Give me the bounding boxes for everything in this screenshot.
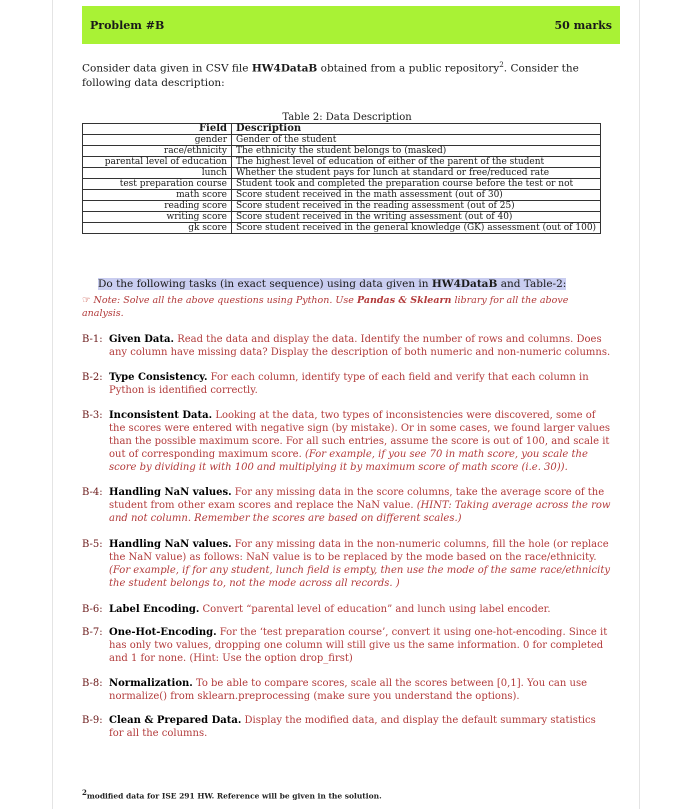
description-cell: The ethnicity the student belongs to (masked) — [236, 146, 447, 156]
task-label: B-1: — [82, 334, 103, 345]
task-title: One-Hot-Encoding. — [109, 627, 217, 638]
field-cell: test preparation course — [83, 179, 232, 190]
task-item-1 — [82, 333, 612, 359]
field-cell: math score — [83, 190, 232, 201]
description-cell: Score student received in the writing assessment (out of 40) — [236, 212, 513, 222]
task-label: B-2: — [82, 372, 103, 383]
task-title: Handling NaN values. — [109, 539, 232, 550]
task-item-8 — [82, 677, 612, 703]
python-note: ☞ Note: Solve all the above questions using Python. Use Pandas & Sklearn library for all the above analysis. — [82, 295, 569, 319]
description-cell: Score student received in the math assessment (out of 30) — [236, 190, 503, 200]
table-row — [83, 157, 601, 168]
task-item-5 — [82, 538, 612, 590]
task-label: B-8: — [82, 678, 103, 689]
table-row — [83, 190, 601, 201]
task-text: Read the data and display the data. Identify the number of rows and columns. Does any column have missing data? Display the description of both numeric and non-numeric columns. — [109, 334, 611, 358]
problem-title: Problem #B — [90, 18, 165, 32]
task-body — [109, 677, 612, 703]
description-cell: Score student received in the general knowledge (GK) assessment (out of 100) — [236, 223, 597, 233]
task-body — [109, 626, 612, 665]
intro-text-1: Consider data given in CSV file — [82, 62, 249, 75]
note-libraries: Pandas & Sklearn — [356, 295, 452, 306]
intro-text-3: . Consider the following data description: — [82, 62, 579, 89]
data-description-table — [82, 123, 601, 234]
task-body — [109, 538, 612, 590]
task-hint: (For example, if for any student, lunch field is empty, then use the mode of the same race/ethnicity the student belongs to, not the mode across all records. ) — [109, 565, 611, 589]
task-text: To be able to compare scores, scale all the scores between [0,1]. You can use normalize() from sklearn.preprocessing (make sure you understand the options). — [109, 678, 587, 702]
task-item-7 — [82, 626, 612, 665]
task-body — [109, 714, 612, 740]
footnote-mark: 2 — [499, 61, 504, 69]
task-label: B-6: — [82, 604, 103, 615]
tasks-highlight: Do the following tasks (in exact sequence) using data given in HW4DataB and Table-2: — [98, 278, 567, 290]
task-body — [109, 603, 612, 616]
description-cell: Student took and completed the preparation course before the test or not — [236, 179, 574, 189]
description-cell: Gender of the student — [236, 135, 337, 145]
footnote: $^2$modified data for ISE 291 HW. Reference will be given in the solution. — [82, 788, 382, 801]
header-field: Field — [83, 124, 232, 135]
table-row — [83, 135, 601, 146]
table-row — [83, 201, 601, 212]
task-label: B-3: — [82, 410, 103, 421]
task-text: Looking at the data, two types of inconsistencies were discovered, some of the scores were entered with negative sign (by mistake). Or in some cases, we found larger values than the possible maximum score. For all such entries, assume the score is out of 100, and scale it out of corresponding maximum score. — [109, 410, 611, 460]
table-row — [83, 168, 601, 179]
intro-text-2: obtained from a public repository — [320, 62, 500, 75]
intro-file-name: HW4DataB — [251, 62, 318, 75]
task-item-4 — [82, 486, 612, 525]
task-hint: (HINT: Taking average across the row and not column. Remember the scores are based on different scales.) — [109, 500, 611, 524]
task-title: Clean & Prepared Data. — [109, 715, 242, 726]
task-item-6 — [82, 603, 612, 616]
task-text: For any missing data in the non-numeric columns, fill the hole (or replace the NaN value) as follows: NaN value is to be replaced by the mode based on the race/ethnicity. — [109, 539, 609, 563]
field-cell: race/ethnicity — [83, 146, 232, 157]
table-row — [83, 212, 601, 223]
task-text: For any missing data in the score columns, take the average score of the student from other exam scores and replace the NaN value. — [109, 487, 605, 511]
task-item-2 — [82, 371, 612, 397]
table-row — [83, 146, 601, 157]
task-label: B-4: — [82, 487, 103, 498]
header-description: Description — [236, 123, 302, 134]
problem-marks: 50 marks — [554, 18, 612, 32]
field-cell: gender — [83, 135, 232, 146]
task-item-3 — [82, 409, 612, 474]
task-hint: (For example, if you see 70 in math score, you scale the score by dividing it with 100 and multiplying it by maximum score of math score (i.e. 30)). — [109, 449, 588, 473]
task-title: Type Consistency. — [109, 372, 208, 383]
description-cell: Score student received in the reading assessment (out of 25) — [236, 201, 515, 211]
task-title: Inconsistent Data. — [109, 410, 213, 421]
intro-paragraph — [82, 58, 620, 90]
field-cell: parental level of education — [83, 157, 232, 168]
task-body — [109, 333, 612, 359]
field-cell: lunch — [83, 168, 232, 179]
task-label: B-9: — [82, 715, 103, 726]
problem-banner — [82, 6, 620, 44]
task-text: For each column, identify type of each field and verify that each column in Python is identified correctly. — [109, 372, 589, 396]
description-cell: Whether the student pays for lunch at standard or free/reduced rate — [236, 168, 550, 178]
field-cell: reading score — [83, 201, 232, 212]
task-label: B-7: — [82, 627, 103, 638]
task-body — [109, 486, 612, 525]
task-title: Normalization. — [109, 678, 193, 689]
description-cell: The highest level of education of either of the parent of the student — [236, 157, 545, 167]
task-text: Display the modified data, and display the default summary statistics for all the columns. — [109, 715, 596, 739]
task-label: B-5: — [82, 539, 103, 550]
tasks-file-name: HW4DataB — [431, 278, 498, 290]
task-body — [109, 371, 612, 397]
task-title: Handling NaN values. — [109, 487, 232, 498]
table-row — [83, 179, 601, 190]
task-text: Convert “parental level of education” and lunch using label encoder. — [202, 604, 551, 615]
field-cell: writing score — [83, 212, 232, 223]
task-text: For the ‘test preparation course’, convert it using one-hot-encoding. Since it has only two values, dropping one column will still give us the same information. 0 for completed and 1 for none. (Hint: Use the option drop_first) — [109, 627, 608, 664]
table-row — [83, 223, 601, 234]
pointing-hand-icon: ☞ — [82, 295, 91, 306]
task-title: Given Data. — [109, 334, 174, 345]
task-item-9 — [82, 714, 612, 740]
table-caption: Table 2: Data Description — [282, 112, 412, 123]
task-body — [109, 409, 612, 474]
tasks-instruction — [98, 278, 566, 290]
task-title: Label Encoding. — [109, 604, 200, 615]
field-cell: gk score — [83, 223, 232, 234]
